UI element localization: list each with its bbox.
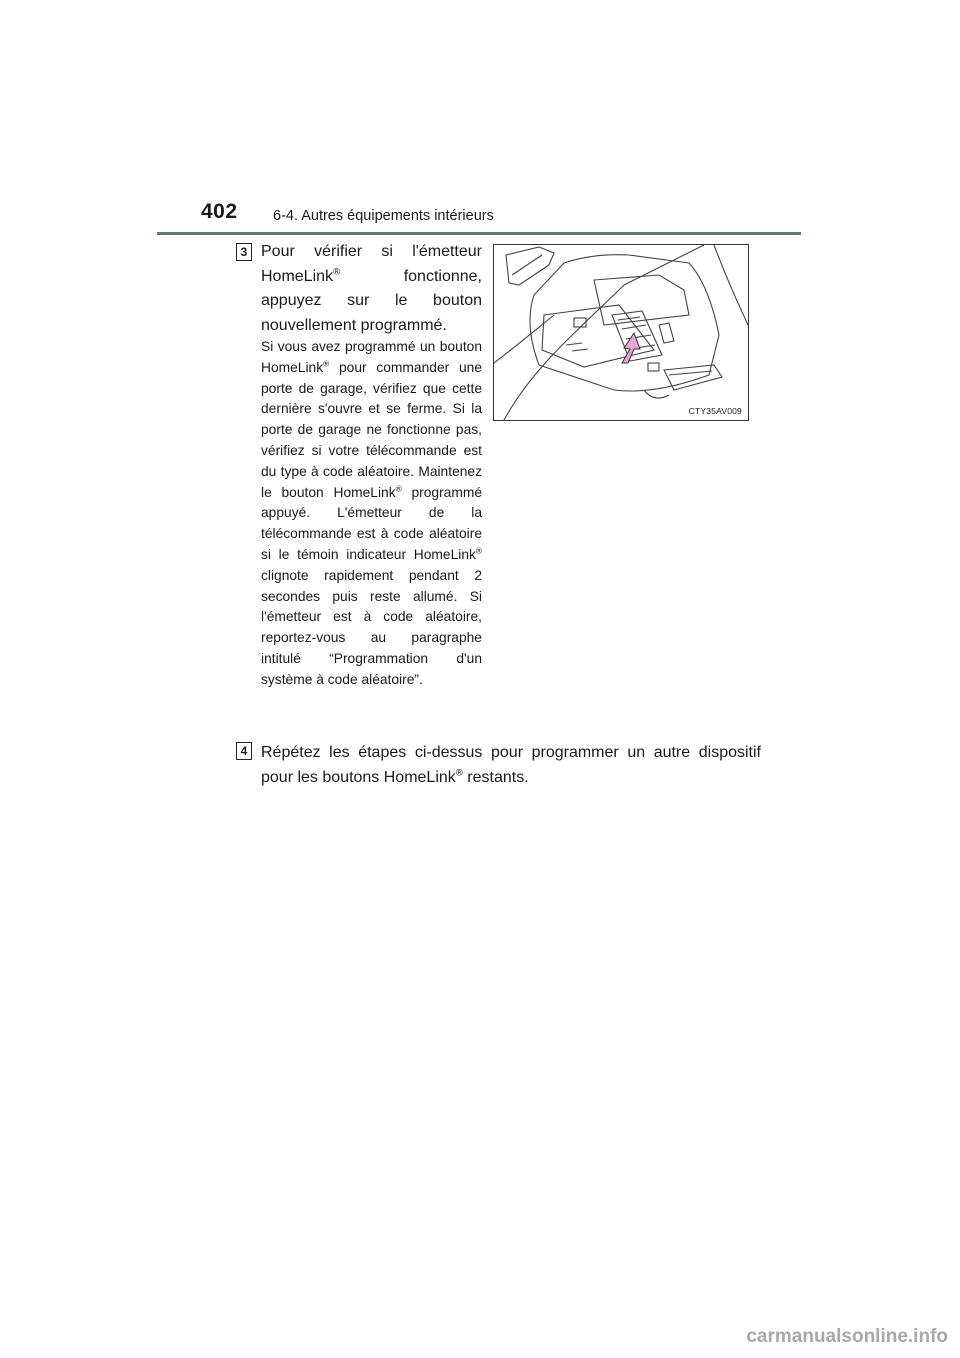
step-number-3: 3 (236, 243, 252, 261)
page-number: 402 (201, 200, 238, 223)
step-3-note: Si vous avez programmé un bouton HomeLink® pour commander une porte de garage, vérifiez que cette dernière s'ouvre et se ferme. Si la porte de garage ne fonctionne pas, vérifiez si votre télécommande est du type à code aléatoire. Maintenez le bouton HomeLink® programmé appuyé. L'émetteur de la télécommande est à code aléatoire si le témoin indicateur HomeLink® clignote rapidement pendant 2 secondes puis reste allumé. Si l'émetteur est à code aléatoire, reportez-vous au paragraphe intitulé “Programmation d'un système à code aléatoire”. (261, 339, 482, 687)
section-title: 6-4. Autres équipements intérieurs (273, 208, 494, 224)
overhead-console-drawing (494, 245, 748, 420)
figure-code-label: CTY35AV009 (688, 406, 742, 416)
watermark: carmanualsonline.info (746, 1326, 948, 1347)
step-4-instruction: Répétez les étapes ci-dessus pour programmer un autre dispositif pour les boutons HomeLink® restants. (261, 744, 761, 786)
homelink-overhead-console-illustration (493, 244, 749, 421)
header-divider (157, 232, 801, 235)
step-3-instruction: Pour vérifier si l'émetteur HomeLink® fonctionne, appuyez sur le bouton nouvellement programmé. (261, 243, 482, 334)
step-number-4: 4 (236, 742, 252, 760)
